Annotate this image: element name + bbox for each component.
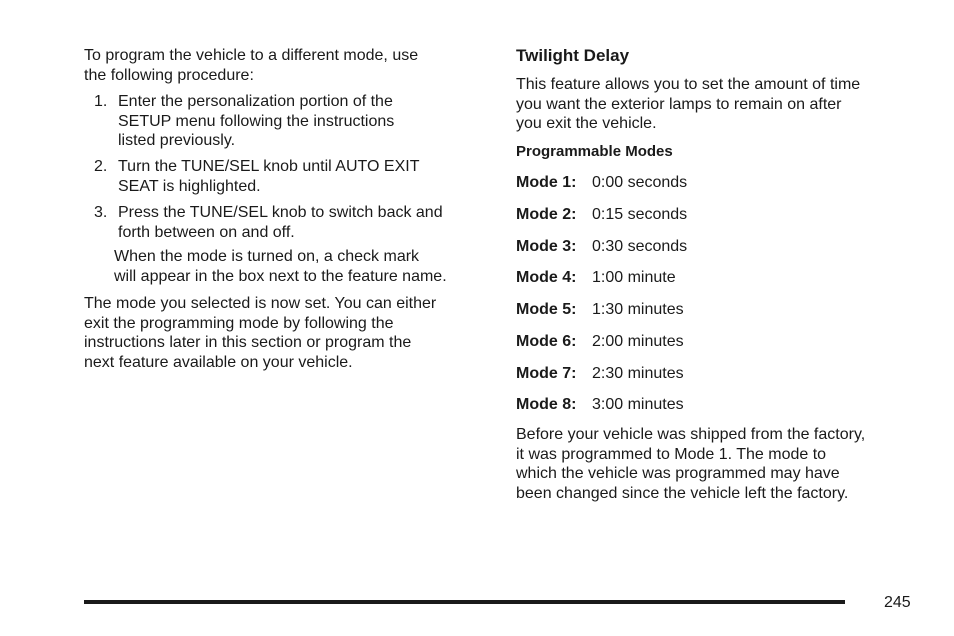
- step-line: forth between on and off.: [118, 223, 295, 241]
- mode-value: 0:00 seconds: [592, 174, 688, 191]
- closing-line: next feature available on your vehicle.: [84, 354, 353, 372]
- step-number: 3.: [94, 204, 108, 221]
- mode-label: Mode 8:: [516, 396, 577, 413]
- factory-line: been changed since the vehicle left the factory.: [516, 485, 849, 503]
- factory-paragraph: [516, 425, 865, 504]
- mode-label: Mode 1:: [516, 174, 577, 191]
- mode-row: [516, 365, 684, 383]
- step-number: 1.: [94, 93, 108, 110]
- mode-value: 3:00 minutes: [592, 396, 684, 413]
- step-number: 2.: [94, 158, 108, 175]
- mode-row: [516, 333, 684, 351]
- step-line: Press the TUNE/SEL knob to switch back and: [118, 204, 443, 221]
- description-line: you want the exterior lamps to remain on after: [516, 95, 842, 113]
- mode-value: 1:30 minutes: [592, 301, 684, 318]
- mode-label: Mode 7:: [516, 365, 577, 382]
- step-line: SEAT is highlighted.: [118, 177, 261, 195]
- mode-label: Mode 2:: [516, 206, 577, 223]
- mode-value: 0:30 seconds: [592, 238, 688, 255]
- footer-rule: [84, 600, 845, 604]
- step-line: listed previously.: [118, 132, 236, 150]
- description-line: you exit the vehicle.: [516, 115, 657, 133]
- mode-row: [516, 396, 684, 414]
- mode-row: [516, 301, 684, 319]
- step-note: [114, 247, 447, 286]
- mode-row: [516, 174, 687, 192]
- mode-value: 1:00 minute: [592, 269, 676, 286]
- step-line: Turn the TUNE/SEL knob until AUTO EXIT: [118, 158, 420, 175]
- description-line: This feature allows you to set the amount of time: [516, 76, 861, 93]
- factory-line: it was programmed to Mode 1. The mode to: [516, 445, 827, 463]
- closing-line: instructions later in this section or program the: [84, 334, 412, 352]
- mode-value: 2:30 minutes: [592, 365, 684, 382]
- closing-line: exit the programming mode by following the: [84, 314, 394, 332]
- mode-row: [516, 269, 676, 287]
- mode-label: Mode 4:: [516, 269, 577, 286]
- note-line: will appear in the box next to the feature name.: [114, 267, 447, 285]
- closing-line: The mode you selected is now set. You can either: [84, 295, 437, 312]
- page-number: 245: [884, 594, 911, 611]
- step-line: SETUP menu following the instructions: [118, 112, 395, 130]
- factory-line: Before your vehicle was shipped from the factory,: [516, 426, 866, 443]
- section-heading: Twilight Delay: [516, 46, 630, 65]
- mode-row: [516, 206, 687, 224]
- subsection-heading: Programmable Modes: [516, 143, 673, 160]
- intro-line: To program the vehicle to a different mode, use: [84, 47, 419, 64]
- mode-label: Mode 3:: [516, 238, 577, 255]
- mode-value: 0:15 seconds: [592, 206, 688, 223]
- mode-label: Mode 5:: [516, 301, 577, 318]
- mode-row: [516, 238, 687, 256]
- step-line: Enter the personalization portion of the: [118, 93, 393, 110]
- mode-label: Mode 6:: [516, 333, 577, 350]
- intro-paragraph: [84, 46, 418, 85]
- factory-line: which the vehicle was programmed may have: [516, 465, 840, 483]
- note-line: When the mode is turned on, a check mark: [114, 248, 420, 265]
- description-paragraph: [516, 75, 860, 134]
- intro-line: the following procedure:: [84, 66, 254, 84]
- closing-paragraph: [84, 294, 436, 373]
- mode-value: 2:00 minutes: [592, 333, 684, 350]
